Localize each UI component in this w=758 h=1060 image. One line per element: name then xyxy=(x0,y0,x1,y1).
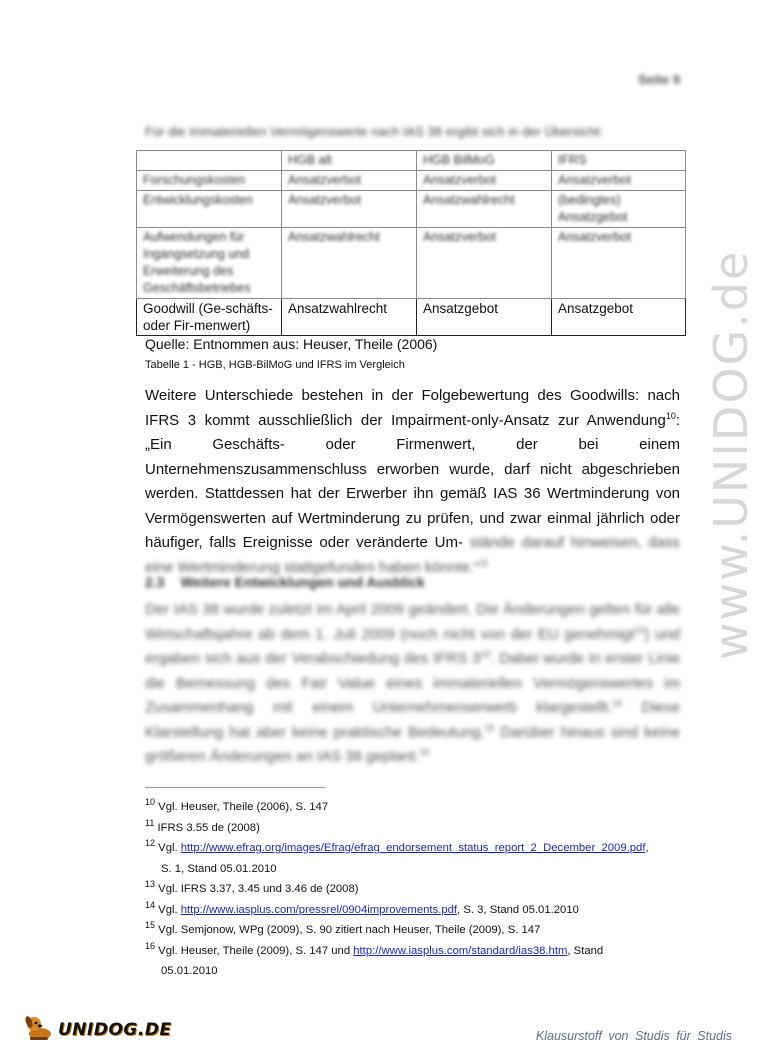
footnote-number: 11 xyxy=(145,817,155,828)
footnote-ref: 14 xyxy=(612,698,623,708)
table-row xyxy=(137,151,686,171)
footnote-separator xyxy=(145,787,325,788)
table-cell: Ansatzverbot xyxy=(417,228,552,299)
footnote xyxy=(145,818,649,839)
table-cell: Entwicklungskosten xyxy=(137,191,282,228)
footnote-number: 12 xyxy=(145,838,156,849)
paragraph-text: Darüber hinaus sind keine größeren Änderungen an IAS 38 geplant. xyxy=(145,723,680,765)
table-cell: Goodwill (Ge-schäfts- oder Fir-menwert) xyxy=(137,299,282,336)
footnote xyxy=(145,920,649,941)
table-row xyxy=(137,299,686,336)
table-source: Quelle: Entnommen aus: Heuser, Theile (2006) xyxy=(145,336,438,352)
table-cell: Forschungskosten xyxy=(137,171,282,191)
body-paragraph xyxy=(145,384,680,580)
footnote-text: 05.01.2010 xyxy=(161,965,218,977)
paragraph-text: Der IAS 38 wurde zuletzt im April 2009 geändert. Die Änderungen gelten für alle Wirtschaftsjahre ab dem 1. Juli 2009 (noch nicht von der EU genehmigt xyxy=(145,601,680,643)
paragraph-text: . Dabei wurde in erster Linie die Bemessung des Fair Value eines immateriellen Vermögenswertes im Zusammenhang mit einem Unternehmenserwerb klargestellt. xyxy=(145,650,680,716)
footnote-number: 10 xyxy=(145,797,156,808)
footnote-ref: 13 xyxy=(480,649,491,659)
footnote-text: Vgl. Heuser, Theile (2009), S. 147 und xyxy=(158,944,354,957)
table-cell: Ansatzverbot xyxy=(552,228,686,299)
dog-icon xyxy=(22,1012,56,1042)
page-number: Seite 9 xyxy=(638,72,680,87)
paragraph-text: Weitere Unterschiede bestehen in der Folgebewertung des Goodwills: nach IFRS 3 kommt ausschließlich der Impairment-only-Ansatz zur Anwendung xyxy=(145,387,680,429)
footnote-number: 14 xyxy=(145,899,156,910)
section-title: Weitere Entwicklungen und Ausblick xyxy=(180,574,425,590)
footnote-link[interactable]: http://www.efrag.org/images/Efrag/efrag_endorsement_status_report_2_December_2009.pdf xyxy=(180,842,646,854)
logo-text: UNIDOG.DE xyxy=(58,1020,172,1040)
footnote xyxy=(145,900,649,921)
body-paragraph-blurred xyxy=(145,598,680,770)
footnote-text: , S. 3, Stand 05.01.2010 xyxy=(457,903,579,916)
footnote-number: 15 xyxy=(145,920,156,931)
footnote-ref: 11 xyxy=(479,557,489,568)
table-cell: Ansatzwahlrecht xyxy=(282,228,417,299)
table-cell: Aufwendungen für Ingangsetzung und Erweiterung des Geschäftsbetriebes xyxy=(137,228,282,299)
table-cell xyxy=(137,151,282,171)
section-heading xyxy=(145,574,425,590)
paragraph-text: ) und ergaben sich aus der Verabschiedung des IFRS 3 xyxy=(145,625,680,667)
table-cell: Ansatzverbot xyxy=(282,191,417,228)
table-cell: Ansatzwahlrecht xyxy=(417,191,552,228)
table-header-ifrs: IFRS xyxy=(552,151,686,171)
intro-text: Für die immateriellen Vermögenswerte nach IAS 38 ergibt sich in der Übersicht: xyxy=(145,124,604,139)
table-cell: Ansatzverbot xyxy=(552,171,686,191)
table-caption: Tabelle 1 - HGB, HGB-BilMoG und IFRS im Vergleich xyxy=(145,359,405,371)
footnote xyxy=(145,838,649,879)
table-cell: Ansatzverbot xyxy=(282,171,417,191)
paragraph-text: Diese Klarstellung hat aber keine praktische Bedeutung. xyxy=(145,699,680,741)
table-cell: Ansatzverbot xyxy=(417,171,552,191)
footnote-text: Vgl. Heuser, Theile (2006), S. 147 xyxy=(158,801,329,813)
table-header-hgb-bilmog: HGB BilMoG xyxy=(417,151,552,171)
footnote xyxy=(145,797,649,818)
footnote-number: 16 xyxy=(145,940,156,951)
footer-slogan: Klausurstoff von Studis für Studis xyxy=(535,1029,732,1043)
footnote-text: S. 1, Stand 05.01.2010 xyxy=(161,862,277,875)
comparison-table xyxy=(136,150,686,336)
footnote-text: IFRS 3.55 de (2008) xyxy=(157,821,260,834)
table-row xyxy=(137,228,686,299)
footnote-ref: 16 xyxy=(419,747,430,757)
footnote-text: , Stand xyxy=(567,944,604,957)
footnotes xyxy=(145,797,649,982)
footnote-ref: 12 xyxy=(634,624,645,635)
footnote-ref: 10 xyxy=(665,410,676,421)
table-cell: Ansatzgebot xyxy=(552,299,686,336)
footnote-ref: 15 xyxy=(484,722,495,733)
footnote-text: Vgl. xyxy=(158,903,181,916)
unidog-logo[interactable] xyxy=(22,1012,172,1042)
footnote-text: Vgl. IFRS 3.37, 3.45 und 3.46 de (2008) xyxy=(158,883,359,895)
footnote xyxy=(145,941,649,982)
footnote-text: , xyxy=(645,842,649,854)
table-cell: Ansatzgebot xyxy=(417,299,552,336)
table-cell: (bedingtes) Ansatzgebot xyxy=(552,191,686,228)
paragraph-text: stände darauf hinweisen, dass eine Wertminderung stattgefunden haben könnte.“ xyxy=(145,534,680,576)
watermark: www.UNIDOG.de xyxy=(704,249,758,660)
table-cell: Ansatzwahlrecht xyxy=(282,299,417,336)
section-number: 2.3 xyxy=(145,574,165,590)
footnote-number: 13 xyxy=(145,879,156,890)
table-row xyxy=(137,171,686,191)
table-row xyxy=(137,191,686,228)
footnote-link[interactable]: http://www.iasplus.com/standard/ias38.htm xyxy=(353,944,568,957)
footnote xyxy=(145,879,649,900)
footnote-link[interactable]: http://www.iasplus.com/pressrel/0904improvements.pdf xyxy=(180,903,458,916)
table-header-hgb-alt: HGB alt xyxy=(282,151,417,171)
paragraph-text: : „Ein Geschäfts- oder Firmenwert, der bei einem Unternehmenszusammenschluss erworben wurde, darf nicht abgeschrieben werden. Stattdessen hat der Erwerber ihn gemäß IAS 36 Wertminderung von Vermögenswerten auf Wertminderung zu prüfen, und zwar einmal jährlich oder häufiger, falls Ereignisse oder veränderte Um- xyxy=(145,411,680,551)
footnote-text: Vgl. Semjonow, WPg (2009), S. 90 zitiert nach Heuser, Theile (2009), S. 147 xyxy=(158,924,541,936)
footnote-text: Vgl. xyxy=(158,842,181,854)
